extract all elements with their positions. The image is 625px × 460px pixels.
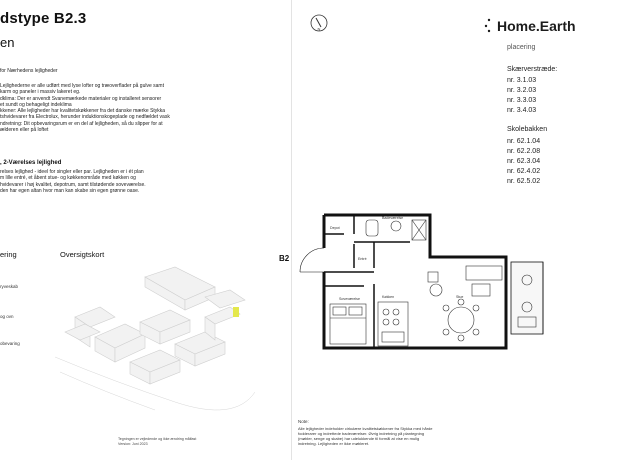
address-group-title: Skærverstræde: <box>507 66 558 73</box>
disclaimer <box>118 437 218 446</box>
address-item: nr. 3.3.03 <box>507 97 537 104</box>
compass-label: N <box>317 26 321 32</box>
section-title: , 2-Værelses lejlighed <box>0 160 62 166</box>
address-item: nr. 3.1.03 <box>507 77 537 84</box>
compass-icon <box>309 13 329 33</box>
address-item: nr. 62.2.08 <box>507 148 541 155</box>
note-line: fodderarer og indrettede badeværelser. Øvrig indretning på plantegning <box>298 431 425 436</box>
room-label-living: Stue <box>456 295 464 299</box>
address-item: nr. 62.1.04 <box>507 138 541 145</box>
logo-dots-icon <box>484 18 494 34</box>
legend-item: ryveskab <box>0 284 19 289</box>
address-item: nr. 62.4.02 <box>507 168 541 175</box>
section-line: m lille entré, et åbent stue- og køkkenområde med køkken og <box>0 175 136 182</box>
legend-heading: ering <box>0 250 17 259</box>
feature-line: et sundt og behageligt indeklima <box>0 101 72 108</box>
address-item: nr. 62.5.02 <box>507 178 541 185</box>
section-line: den har egen altan hvor man kan skabe sin egen grønne oase. <box>0 187 140 194</box>
intro-text: for Nærhedens lejligheder <box>0 68 58 74</box>
brand-logo: Home.Earth <box>497 18 576 34</box>
feature-line: ndretning: Dit opbevaringsrum er en del af lejligheden, så du slipper for at <box>0 120 163 127</box>
disclaimer-line: Version: Juni 2023 <box>118 441 148 446</box>
feature-line: ælderen eller på loftet <box>0 127 49 134</box>
feature-line: Lejlighederne er alle udført med lyse lofter og træoverflader på gulve samt <box>0 83 164 89</box>
placering-label: placering <box>507 44 536 51</box>
note-heading: Note: <box>298 419 309 424</box>
section-line: relses lejlighed - ideel for singler eller par. Lejligheden er i ét plan <box>0 169 144 175</box>
note-line: Alle lejligheder indeholder cirkulære kvalitetskøkkener fra Stykka med hårde <box>298 426 433 431</box>
page-subtitle: en <box>0 35 15 50</box>
address-item: nr. 3.2.03 <box>507 87 537 94</box>
disclaimer-line: Tegningen er vejledende og ikke ændring målfast <box>118 437 197 441</box>
room-label-kitchen: Køkken <box>382 295 395 299</box>
section-body <box>0 169 215 194</box>
address-item: nr. 62.3.04 <box>507 158 541 165</box>
page-title: dstype B2.3 <box>0 10 87 27</box>
address-item: nr. 3.4.03 <box>507 107 537 114</box>
section-line: hvidevarer i høj kvalitet, depotrum, samt tilstødende soveværelse. <box>0 181 146 188</box>
room-label-entre: Entré <box>358 257 367 261</box>
note-body <box>298 426 488 446</box>
legend-item: obevaring <box>0 341 20 346</box>
feature-line: dklima: Der er anvendt Svanemærkede materialer og installeret sensorer <box>0 95 162 102</box>
room-label-bath: Badeværelse <box>382 216 404 220</box>
map-heading: Oversigtskort <box>60 250 105 259</box>
overview-map <box>55 262 255 412</box>
feature-line: kkener: Alle lejligheder har kvalitetskøkkener fra det danske mærke Stykka <box>0 108 166 115</box>
room-label-bedroom: Soveværelse <box>339 297 360 301</box>
feature-line: tshvidevarer fra Electrolux, herunder induktionskogeplade og nedfældet vask <box>0 114 170 121</box>
floor-plan <box>296 212 556 360</box>
note-line: indretning. Lejligheden er ikke møbleret. <box>298 441 370 446</box>
room-label-depot: Depot <box>330 226 340 230</box>
feature-line: karm og paneler i massiv lakeret eg. <box>0 89 81 96</box>
highlight-marker <box>233 307 239 317</box>
feature-list <box>0 83 218 133</box>
unit-label: B2 <box>279 254 290 263</box>
note-line: (møbler, senge og skabe) har udelukkende til formål at vise en mulig <box>298 436 420 441</box>
column-divider <box>291 0 292 460</box>
address-group-title: Skolebakken <box>507 126 548 133</box>
legend-item: og ovn <box>0 314 14 319</box>
